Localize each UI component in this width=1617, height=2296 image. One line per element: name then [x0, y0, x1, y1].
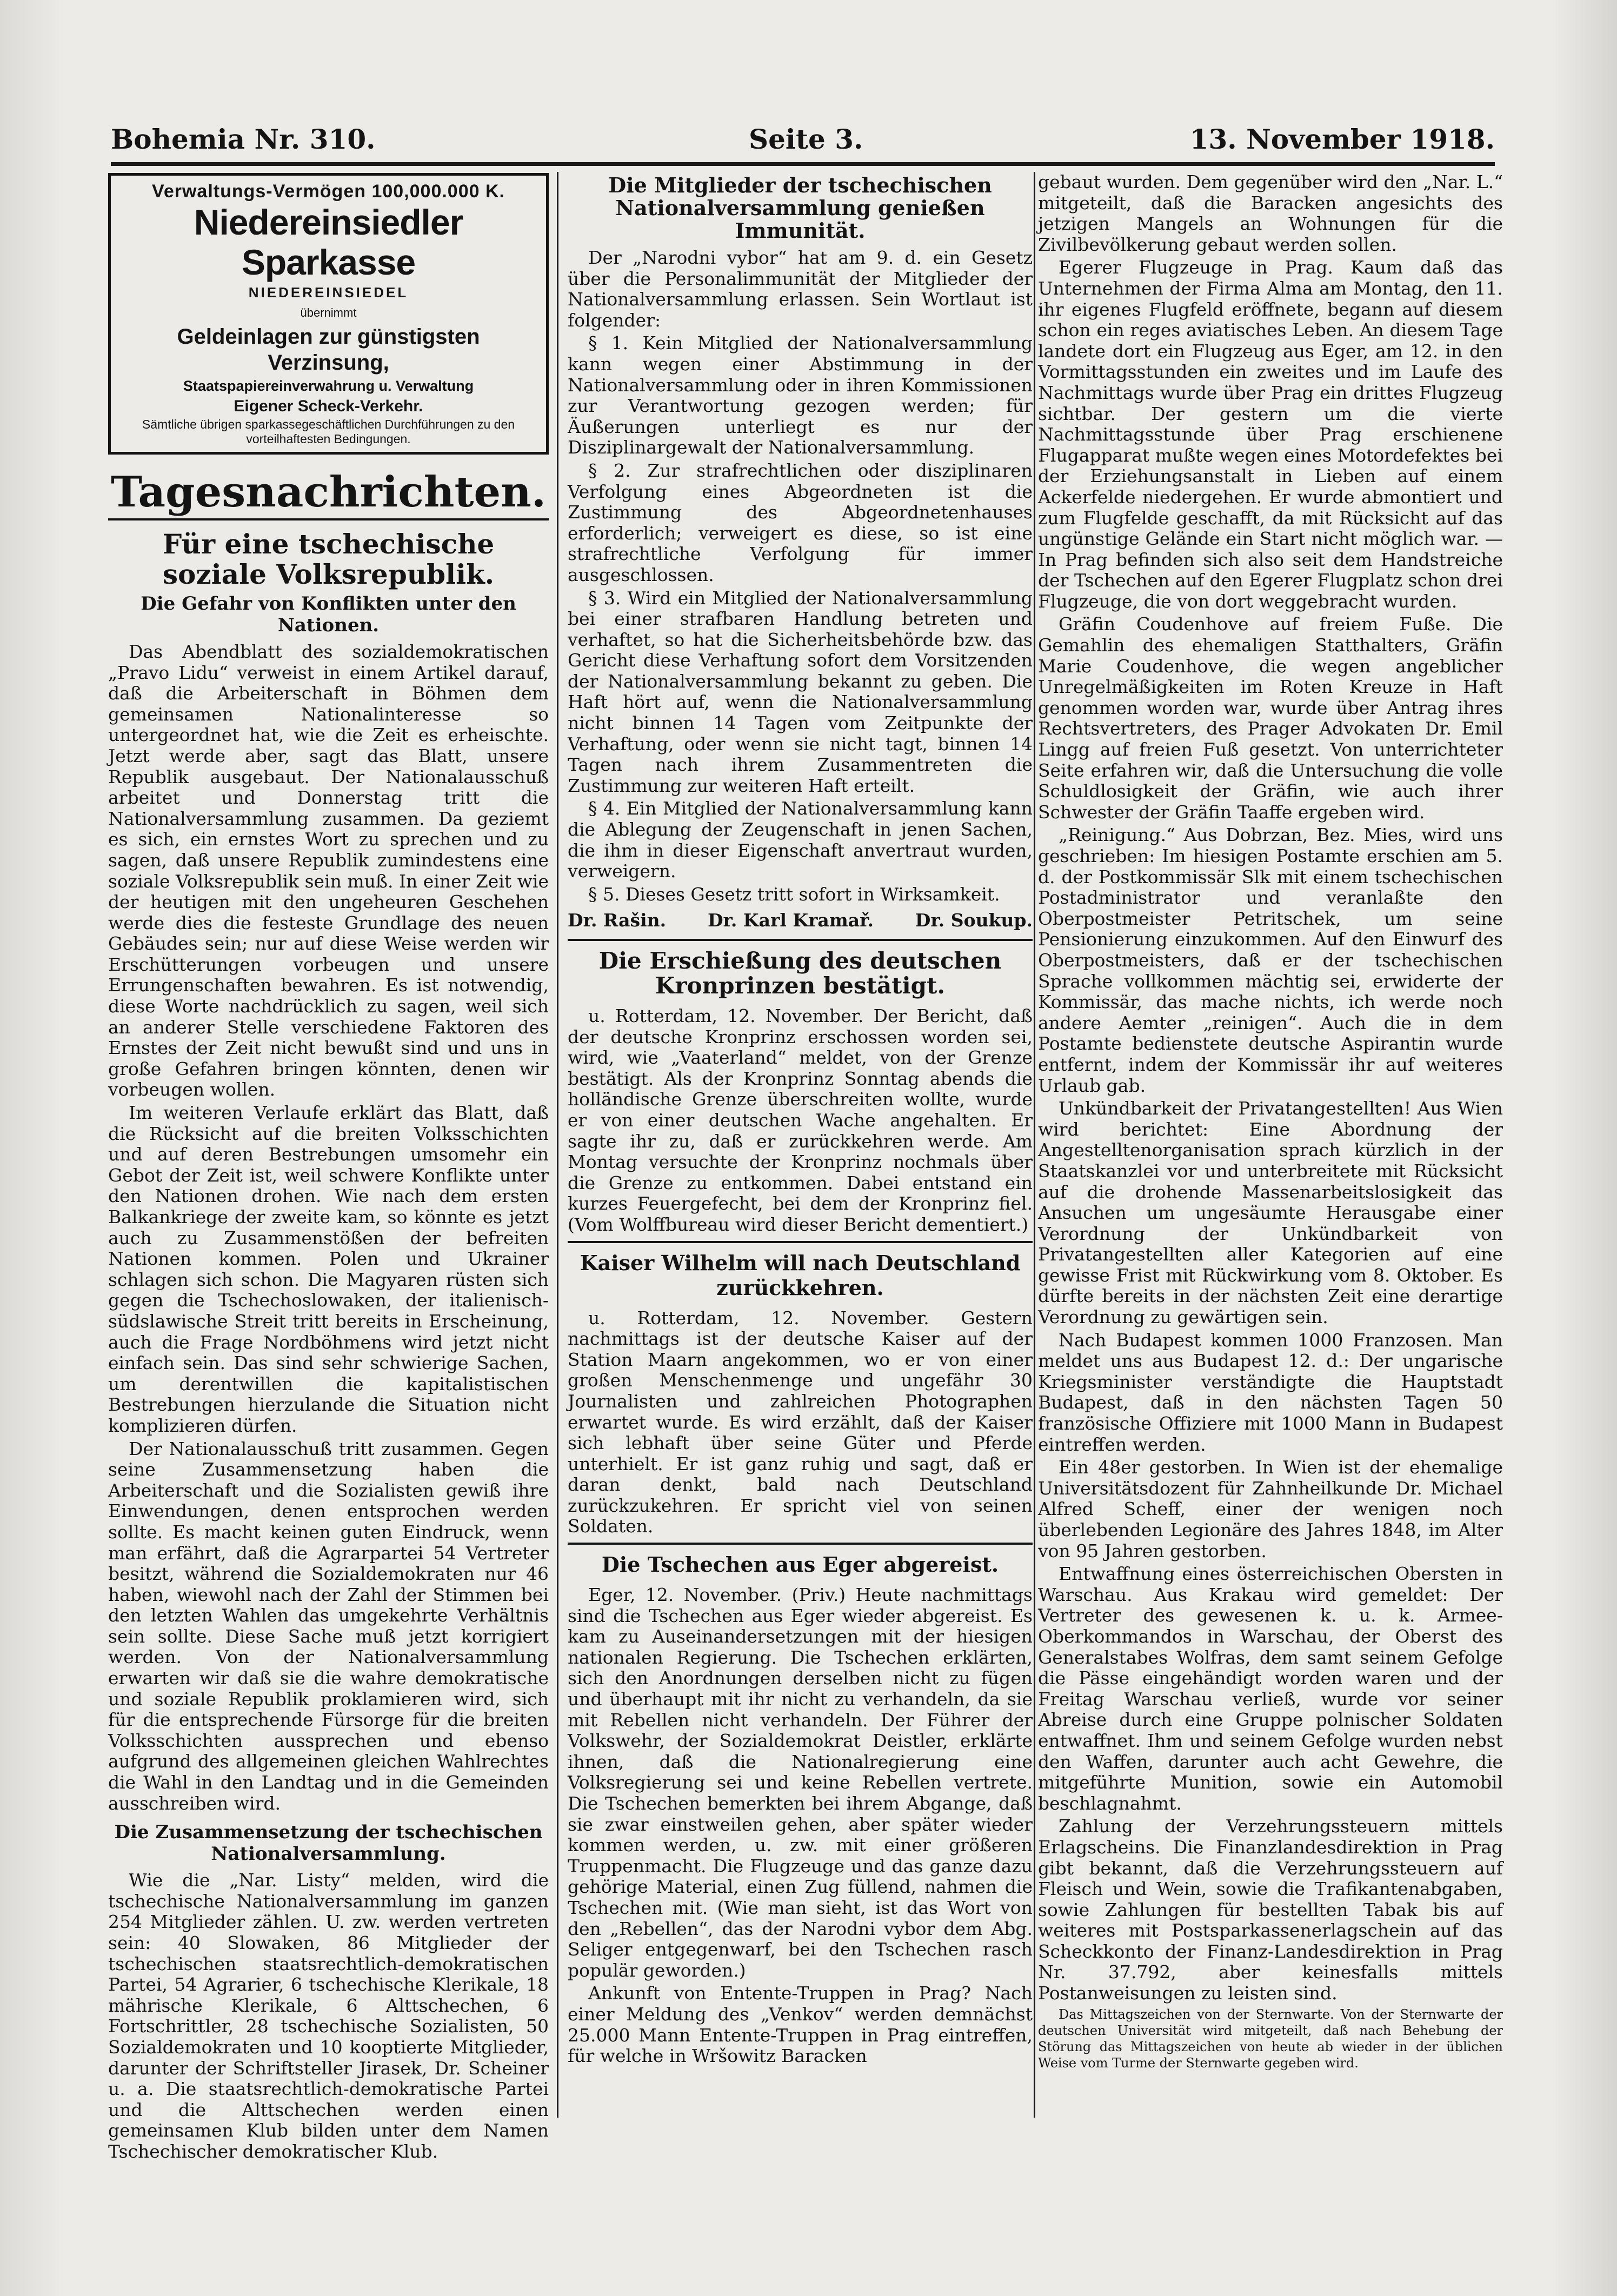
- article-subheadline: Die Gefahr von Konflikten unter den Nationen.: [141, 592, 516, 636]
- signature: Dr. Soukup.: [915, 910, 1033, 931]
- paragraph: § 2. Zur strafrechtlichen oder disziplinaren Verfolgung eines Abgeordneten ist die Zustimmung des Abgeordnetenhauses erforderlich; verweigert es diese, so ist eine strafrechtliche Verfolgung für immer ausgeschlossen.: [568, 459, 1033, 585]
- paragraph: Das Abendblatt des sozialdemokratischen „Pravo Lidu“ verweist in einem Artikel darauf, daß die Arbeiterschaft in Böhmen dem gemeinsamen Nationalinteresse so untergeordnet hat, wie die Zeit es erheischte. Jetzt werde aber, sagt das Blatt, unsere Republik ausgebaut. Der Nationalausschuß arbeitet und Donnerstag tritt die Nationalversammlung zusammen. Da geziemt es sich, ein ernstes Wort zu sprechen und zu sagen, daß unsere Republik zumindestens eine soziale Volksrepublik sein muß. In einer Zeit wie der heutigen mit den ungeheuren Geschehen werde dies die festeste Grundlage des neuen Gebäudes sein; nur auf diese Weise werden wir Erschütterungen vorbeugen und unsere Errungenschaften bewahren. Es ist notwendig, diese Worte nachdrücklich zu sagen, weil sich an anderer Stelle verschiedene Faktoren des Ernstes der Zeit nicht bewußt sind und uns in große Gefahren bringen könnten, denen wir vorbeugen wollen.: [108, 640, 549, 1100]
- masthead-date: 13. November 1918.: [1189, 123, 1495, 155]
- paragraph: gebaut wurden. Dem gegenüber wird den „Nar. L.“ mitgeteilt, daß die Baracken angesichts des jetzigen Mangels an Wohnungen für die Zivilbevölkerung gebaut werden sollen.: [1038, 171, 1503, 255]
- article-headline: Die Zusammensetzung der tschechischen Nationalversammlung.: [114, 1821, 543, 1865]
- ad-securities: Staatspapiereinverwahrung u. Verwaltung: [183, 377, 474, 394]
- ad-deposits: Geldeinlagen zur günstigsten Verzinsung,: [177, 324, 480, 375]
- paragraph: u. Rotterdam, 12. November. Der Bericht, daß der deutsche Kronprinz erschossen worden sei, wird, wie „Vaaterland“ meldet, von der Grenze bestätigt. Als der Kronprinz Sonntag abends die holländische Grenze überschreiten wollte, wurde er von einer deutschen Wache angehalten. Er sagte ihr zu, daß er zurückkehren werde. Am Montag versuchte der Kronprinz nochmals über die Grenze zu entkommen. Dabei entstand ein kurzes Feuergefecht, bei dem der Kronprinz fiel. (Vom Wolffbureau wird dieser Bericht dementiert.): [568, 1005, 1033, 1235]
- paragraph: Egerer Flugzeuge in Prag. Kaum daß das Unternehmen der Firma Alma am Montag, den 11. ihr eigenes Flugfeld eröffnete, begann auf diesem schon ein reges aviatisches Leben. An diesem Tage landete dort ein Flugzeug aus Eger, am 12. in den Vormittagsstunden ein zweites und im Laufe des Nachmittags wurde über Prag ein drittes Flugzeug sichtbar. Der gestern um die vierte Nachmittagsstunde über Prag erschienene Flugapparat mußte wegen eines Motordefektes bei der Erziehungsanstalt in Lieben auf einem Ackerfelde niedergehen. Er wurde abmontiert und zum Flugfelde geschafft, da mit Rücksicht auf das ungünstige Gelände ein Start nicht möglich war. — In Prag befinden sich also seit dem Handstreiche der Tschechen auf den Egerer Flugplatz schon drei Flugzeuge, die von dort weggebracht wurden.: [1038, 257, 1503, 612]
- paragraph: Zahlung der Verzehrungssteuern mittels Erlagscheins. Die Finanzlandesdirektion in Prag gibt bekannt, daß die Verzehrungssteuern auf Fleisch und Wein, sowie die Trafikantenabgaben, sowie Zahlungen für bestellten Tabak bis auf weiteres mit Postsparkassenerlagschein auf das Scheckkonto der Finanz-Landesdirektion in Prag Nr. 37.792, aber keinesfalls mittels Postanweisungen zu leisten sind.: [1038, 1816, 1503, 2004]
- column-3: [1038, 172, 1503, 2073]
- paragraph: Nach Budapest kommen 1000 Franzosen. Man meldet uns aus Budapest 12. d.: Der ungarische Kriegsminister verständigte die Hauptstadt Budapest, daß in den nächsten Tagen 50 französische Offiziere mit 1000 Mann in Budapest eintreffen werden.: [1038, 1329, 1503, 1455]
- ad-assets: Verwaltungs-Vermögen 100,000.000 K.: [152, 181, 505, 202]
- paragraph: Ankunft von Entente-Truppen in Prag? Nach einer Meldung des „Venkov“ werden demnächst 25.000 Mann Entente-Truppen in Prag eintreffen, für welche in Wršowitz Baracken: [568, 1983, 1033, 2067]
- paragraph: Ein 48er gestorben. In Wien ist der ehemalige Universitätsdozent für Zahnheilkunde Dr. Michael Alfred Scheff, einer der wenigen noch überlebenden Legionäre des Jahres 1848, im Alter von 95 Jahren gestorben.: [1038, 1457, 1503, 1561]
- article-headline: Kaiser Wilhelm will nach Deutschland zurückkehren.: [580, 1250, 1021, 1300]
- ad-services: Sämtliche übrigen sparkassegeschäftlichen Durchführungen zu den vorteilhaftesten Bedingungen.: [142, 417, 515, 446]
- paragraph: § 4. Ein Mitglied der Nationalversammlung kann die Ablegung der Zeugenschaft in jenen Sachen, die ihm in dieser Eigenschaft anvertraut wurden, verweigern.: [568, 798, 1033, 882]
- article-headline: Für eine tschechische soziale Volksrepublik.: [162, 528, 495, 590]
- sparkasse-advertisement: [108, 173, 549, 455]
- article-headline: Die Mitglieder der tschechischen Nationalversammlung genießen Immunität.: [608, 173, 992, 243]
- signature: Dr. Rašin.: [568, 910, 667, 931]
- paragraph: Entwaffnung eines österreichischen Obersten in Warschau. Aus Krakau wird gemeldet: Der Vertreter des gewesenen k. u. k. Armee-Oberkommandos in Warschau, der Oberst des Generalstabes Wolfras, dem samt seinem Gefolge die Pässe eingehändigt worden waren und der Freitag Warschau verließ, wurde vor seiner Abreise durch eine Gruppe polnischer Soldaten entwaffnet. Ihm und seinem Gefolge wurden nebst den Waffen, darunter auch acht Gewehre, die mitgeführte Munition, sowie ein Automobil beschlagnahmt.: [1038, 1563, 1503, 1814]
- section-title: Tagesnachrichten.: [108, 466, 549, 520]
- ad-bank-name: Niedereinsiedler Sparkasse: [194, 202, 463, 282]
- column-rule-1: [557, 172, 558, 2118]
- article-headline: Die Tschechen aus Eger abgereist.: [601, 1552, 999, 1577]
- column-2: [568, 172, 1033, 2069]
- paragraph: Das Mittagszeichen von der Sternwarte. Von der Sternwarte der deutschen Universität wird mitgeteilt, daß nach Behebung der Störung das Mittagszeichen von heute ab wieder in der üblichen Weise vom Turme der Sternwarte gegeben wird.: [1038, 2006, 1503, 2071]
- divider: [568, 939, 1033, 941]
- column-1: [108, 172, 549, 2165]
- paragraph: Gräfin Coudenhove auf freiem Fuße. Die Gemahlin des ehemaligen Statthalters, Gräfin Marie Coudenhove, die wegen angeblicher Unregelmäßigkeiten im Roten Kreuze in Haft genommen worden war, wurde über Antrag ihres Rechtsvertreters, des Prager Advokaten Dr. Emil Lingg auf freien Fuß gesetzt. Von unterrichteter Seite erfahren wir, daß die Untersuchung die volle Schuldlosigkeit der Gräfin, wie auch ihrer Schwester der Gräfin Taaffe ergeben wird.: [1038, 613, 1503, 823]
- divider: [568, 1543, 1033, 1545]
- paragraph: Der „Narodni vybor“ hat am 9. d. ein Gesetz über die Personalimmunität der Mitglieder der Nationalversammlung erlassen. Sein Wortlaut ist folgender:: [568, 247, 1033, 331]
- paragraph: Wie die „Nar. Listy“ melden, wird die tschechische Nationalversammlung im ganzen 254 Mitglieder zählen. U. zw. werden vertreten sein: 40 Slowaken, 86 Mitglieder der tschechischen staatsrechtlich-demokratischen Partei, 54 Agrarier, 6 tschechische Klerikale, 18 mährische Klerikale, 6 Alttschechen, 6 Fortschrittler, 28 tschechische Sozialisten, 50 Sozialdemokraten und 10 kooptierte Mitglieder, darunter der Schriftsteller Jirasek, Dr. Scheiner u. a. Die staatsrechtlich-demokratische Partei und die Alttschechen werden einen gemeinsamen Klub bilden unter dem Namen Tschechischer demokratischer Klub.: [108, 1870, 549, 2162]
- masthead: [111, 118, 1495, 161]
- ad-cheque: Eigener Scheck-Verkehr.: [234, 397, 423, 416]
- paragraph: u. Rotterdam, 12. November. Gestern nachmittags ist der deutsche Kaiser auf der Station Maarn angekommen, wo er von einer großen Menschenmenge und ungefähr 30 Journalisten und zahlreichen Photographen erwartet wurde. Es wird erzählt, daß der Kaiser sich lebhaft über seine Güter und Pferde unterhielt. Er ist ganz ruhig und sagt, daß er daran denkt, bald nach Deutschland zurückzukehren. Er spricht viel von seinen Soldaten.: [568, 1307, 1033, 1537]
- ad-place: NIEDEREINSIEDEL: [248, 284, 409, 301]
- paragraph: § 1. Kein Mitglied der Nationalversammlung kann wegen einer Abstimmung in der Nationalversammlung oder in ihren Kommissionen zur Verantwortung gezogen werden; für Äußerungen unterliegt es nur der Disziplinargewalt der Nationalversammlung.: [568, 332, 1033, 458]
- paragraph: Im weiteren Verlaufe erklärt das Blatt, daß die Rücksicht auf die breiten Volksschichten und auf deren Bestrebungen umsomehr ein Gebot der Zeit ist, weil schwere Konflikte unter den Nationen drohen. Wie nach dem ersten Balkankriege der zweite kam, so könnte es jetzt auch zu Zusammenstößen der befreiten Nationen kommen. Polen und Ukrainer schlagen sich schon. Die Magyaren rüsten sich gegen die Tschechoslowaken, der italienisch-südslawische Streit tritt bereits in Erscheinung, auch die Frage Nordböhmens wird jetzt nicht einfach sein. Das sind sehr schwierige Sachen, um derentwillen die kapitalistischen Bestrebungen hierzulande die Situation nicht komplizieren dürfen.: [108, 1102, 549, 1436]
- column-rule-2: [1034, 172, 1035, 2118]
- article-headline: Die Erschießung des deutschen Kronprinzen bestätigt.: [598, 947, 1002, 999]
- paragraph: Eger, 12. November. (Priv.) Heute nachmittags sind die Tschechen aus Eger wieder abgereist. Es kam zu Auseinandersetzungen mit der hiesigen nationalen Regierung. Die Tschechen erklärten, sich den Anordnungen derselben nicht zu fügen und überhaupt mit ihr nicht zu verhandeln, da sie mit Rebellen nicht verhandeln. Der Führer der Volkswehr, der Sozialdemokrat Deistler, erklärte ihnen, daß die Nationalregierung eine Volksregierung sei und keine Rebellen vertrete. Die Tschechen bemerkten bei ihrem Abgange, daß sie zwar einstweilen gehen, aber später wieder kommen werden, u. zw. mit einer größeren Truppenmacht. Die Flugzeuge und das ganze dazu gehörige Material, einen Zug füllend, nahmen die Tschechen mit. (Wie man sieht, ist das Wort von den „Rebellen“, das der Narodni vybor dem Abg. Seliger entgegenwarf, bei den Tschechen rasch populär geworden.): [568, 1584, 1033, 1981]
- signature: Dr. Karl Kramař.: [707, 910, 874, 931]
- masthead-rule: [111, 162, 1495, 166]
- ad-takes: übernimmt: [300, 306, 357, 320]
- masthead-page-number: Seite 3.: [749, 123, 863, 155]
- paragraph: § 5. Dieses Gesetz tritt sofort in Wirksamkeit.: [588, 883, 1000, 905]
- paragraph: Der Nationalausschuß tritt zusammen. Gegen seine Zusammensetzung haben die Arbeiterschaft und die Sozialisten gewiß ihre Einwendungen, denen entsprochen werden sollte. Es macht keinen guten Eindruck, wenn man erfährt, daß die Agrarpartei 54 Vertreter besitzt, während die Sozialdemokraten nur 46 haben, wiewohl nach der Zahl der Stimmen bei den letzten Wahlen das umgekehrte Verhältnis sein sollte. Diese Sache muß jetzt korrigiert werden. Von der Nationalversammlung erwarten wir daß sie die wahre demokratische und soziale Republik proklamieren wird, sich für die entsprechende Fürsorge für die breiten Volksschichten aussprechen und ebenso aufgrund des allgemeinen gleichen Wahlrechtes die Wahl in den Landtag und in die Gemeinden ausschreiben wird.: [108, 1438, 549, 1814]
- masthead-issue: Bohemia Nr. 310.: [111, 123, 376, 155]
- signatures: [568, 910, 1033, 931]
- paragraph: § 3. Wird ein Mitglied der Nationalversammlung bei einer strafbaren Handlung betreten und verhaftet, so hat die Sicherheitsbehörde bzw. das Gericht diese Verhaftung sofort dem Vorsitzenden der Nationalversammlung bekannt zu geben. Die Haft hört auf, wenn die Nationalversammlung nicht binnen 14 Tagen vom Zeitpunkte der Verhaftung, oder wenn sie nicht tagt, binnen 14 Tagen nach ihrem Zusammentreten die Zustimmung zur weiteren Haft erteilt.: [568, 587, 1033, 796]
- paragraph: „Reinigung.“ Aus Dobrzan, Bez. Mies, wird uns geschrieben: Im hiesigen Postamte erschien am 5. d. der Postkommissär Slk mit einem tschechischen Postadministrator und veranlaßte den Oberpostmeister Petritschek, um seine Pensionierung einzukommen. Auf den Einwurf des Oberpostmeisters, daß er der tschechischen Sprache vollkommen mächtig sei, erwiderte der Kommissär, das mache nichts, ich werde noch andere Aemter „reinigen“. Auch die in dem Postamte bedienstete deutsche Aspirantin wurde entfernt, indem der Kommissär ihr auf weiteres Urlaub gab.: [1038, 824, 1503, 1096]
- divider: [568, 1241, 1033, 1243]
- paragraph: Unkündbarkeit der Privatangestellten! Aus Wien wird berichtet: Eine Abordnung der Angestelltenorganisation sprach kürzlich in der Staatskanzlei vor und unterbreitete mit Rücksicht auf die drohende Massenarbeitslosigkeit das Ansuchen um ungesäumte Herausgabe einer Verordnung der Unkündbarkeit von Privatangestellten aller Kategorien auf eine gewisse Frist mit Rückwirkung vom 8. Oktober. Es dürfte bereits in der nächsten Zeit eine derartige Verordnung zu gewärtigen sein.: [1038, 1098, 1503, 1328]
